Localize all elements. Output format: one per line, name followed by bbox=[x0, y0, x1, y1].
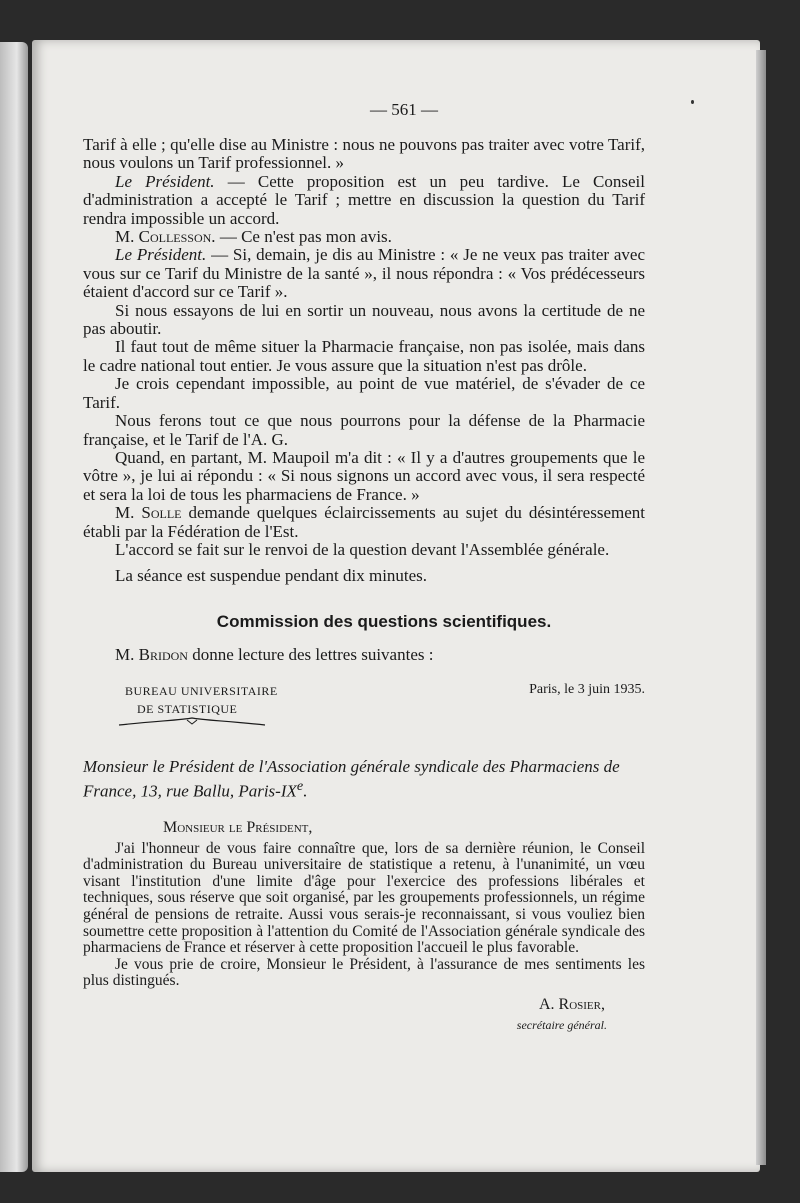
page-number: — 561 — bbox=[370, 100, 438, 119]
signature-name: A. Rosier, bbox=[538, 995, 605, 1013]
paragraph-8: Nous ferons tout ce que nous pourrons pour la défense de la Pharmacie française, et le Tarif de l'A. G. bbox=[83, 411, 645, 449]
ink-speck bbox=[691, 100, 694, 104]
paragraph-12: La séance est suspendue pendant dix minutes. bbox=[115, 566, 428, 586]
speaker-bridon: Bridon bbox=[138, 644, 188, 664]
speaker-collesson: Collesson. bbox=[138, 227, 216, 247]
speaker-president: Le Président. bbox=[115, 245, 207, 265]
intro-paragraph: M. Bridon donne lecture des lettres suivantes : bbox=[115, 644, 434, 664]
paragraph-6: Il faut tout de même situer la Pharmacie française, non pas isolée, mais dans le cadre national tout entier. Je vous assure que la situation n'est pas drôle. bbox=[83, 337, 645, 375]
paragraph-11: L'accord se fait sur le renvoi de la question devant l'Assemblée générale. bbox=[115, 539, 610, 559]
paragraph-10: M. Solle demande quelques éclaircissements au sujet du désintéressement établi par la Fédération de l'Est. bbox=[83, 503, 645, 541]
paragraph-3: M. Collesson. — Ce n'est pas mon avis. bbox=[115, 227, 392, 247]
ornament-swash-icon bbox=[117, 716, 267, 728]
paragraph-9: Quand, en partant, M. Maupoil m'a dit : « Il y a d'autres groupements que le vôtre », je lui ai répondu : « Si nous signons un accord avec vous, il sera respecté et sera la loi de tous les pharmaciens de France. » bbox=[83, 447, 645, 504]
letter-closing: Je vous prie de croire, Monsieur le Président, à l'assurance de mes sentiments les plus distingués. bbox=[83, 955, 645, 990]
section-heading: Commission des questions scientifiques. bbox=[216, 611, 552, 631]
letter-salutation: Monsieur le Président, bbox=[163, 818, 313, 836]
page-stack-edge bbox=[756, 50, 766, 1165]
letterhead bbox=[83, 682, 645, 740]
signature-title: secrétaire général. bbox=[516, 1017, 607, 1032]
paragraph-1: Tarif à elle ; qu'elle dise au Ministre : nous ne pouvons pas traiter avec votre Tarif, nous voulons un Tarif professionnel. » bbox=[83, 135, 645, 173]
letterhead-org: BUREAU UNIVERSITAIRE DE STATISTIQUE bbox=[125, 684, 278, 717]
facing-page-edge bbox=[0, 42, 28, 1172]
letter-address: Monsieur le Président de l'Association générale syndicale des Pharmaciens de France, 13, rue Ballu, Paris-IXe. bbox=[83, 757, 620, 801]
paragraph-7: Je crois cependant impossible, au point de vue matériel, de s'évader de ce Tarif. bbox=[83, 374, 645, 412]
letter-body: J'ai l'honneur de vous faire connaître que, lors de sa dernière réunion, le Conseil d'administration du Bureau universitaire de statistique a retenu, à l'unanimité, un vœu visant l'institution d'une limite d'âge pour l'exercice des professions libérales et techniques, sous réserve que soit organisé, par les groupements professionnels, un régime général de pensions de retraite. Aussi vous serais-je reconnaissant, si vous vouliez bien soumettre cette proposition à l'attention du Comité de l'Association générale syndicale des pharmaciens de France et réserver à cette proposition l'accueil le plus favorable. bbox=[83, 839, 645, 957]
paragraph-5: Si nous essayons de lui en sortir un nouveau, nous avons la certitude de ne pas aboutir. bbox=[83, 300, 645, 339]
page-content bbox=[83, 100, 645, 1033]
letter-date: Paris, le 3 juin 1935. bbox=[529, 682, 645, 698]
speaker-solle: Solle bbox=[141, 503, 182, 523]
paragraph-2: Le Président. — Cette proposition est un peu tardive. Le Conseil d'administration a accepté le Tarif ; mettre en discussion la question du Tarif rendra impossible un accord. bbox=[83, 171, 646, 228]
paragraph-4: Le Président. — Si, demain, je dis au Ministre : « Je ne veux pas traiter avec vous sur ce Tarif du Ministre de la santé », il nous répondra : « Vos prédécesseurs étaient d'accord sur ce Tarif ». bbox=[83, 245, 645, 302]
speaker-president: Le Président. bbox=[115, 171, 215, 191]
